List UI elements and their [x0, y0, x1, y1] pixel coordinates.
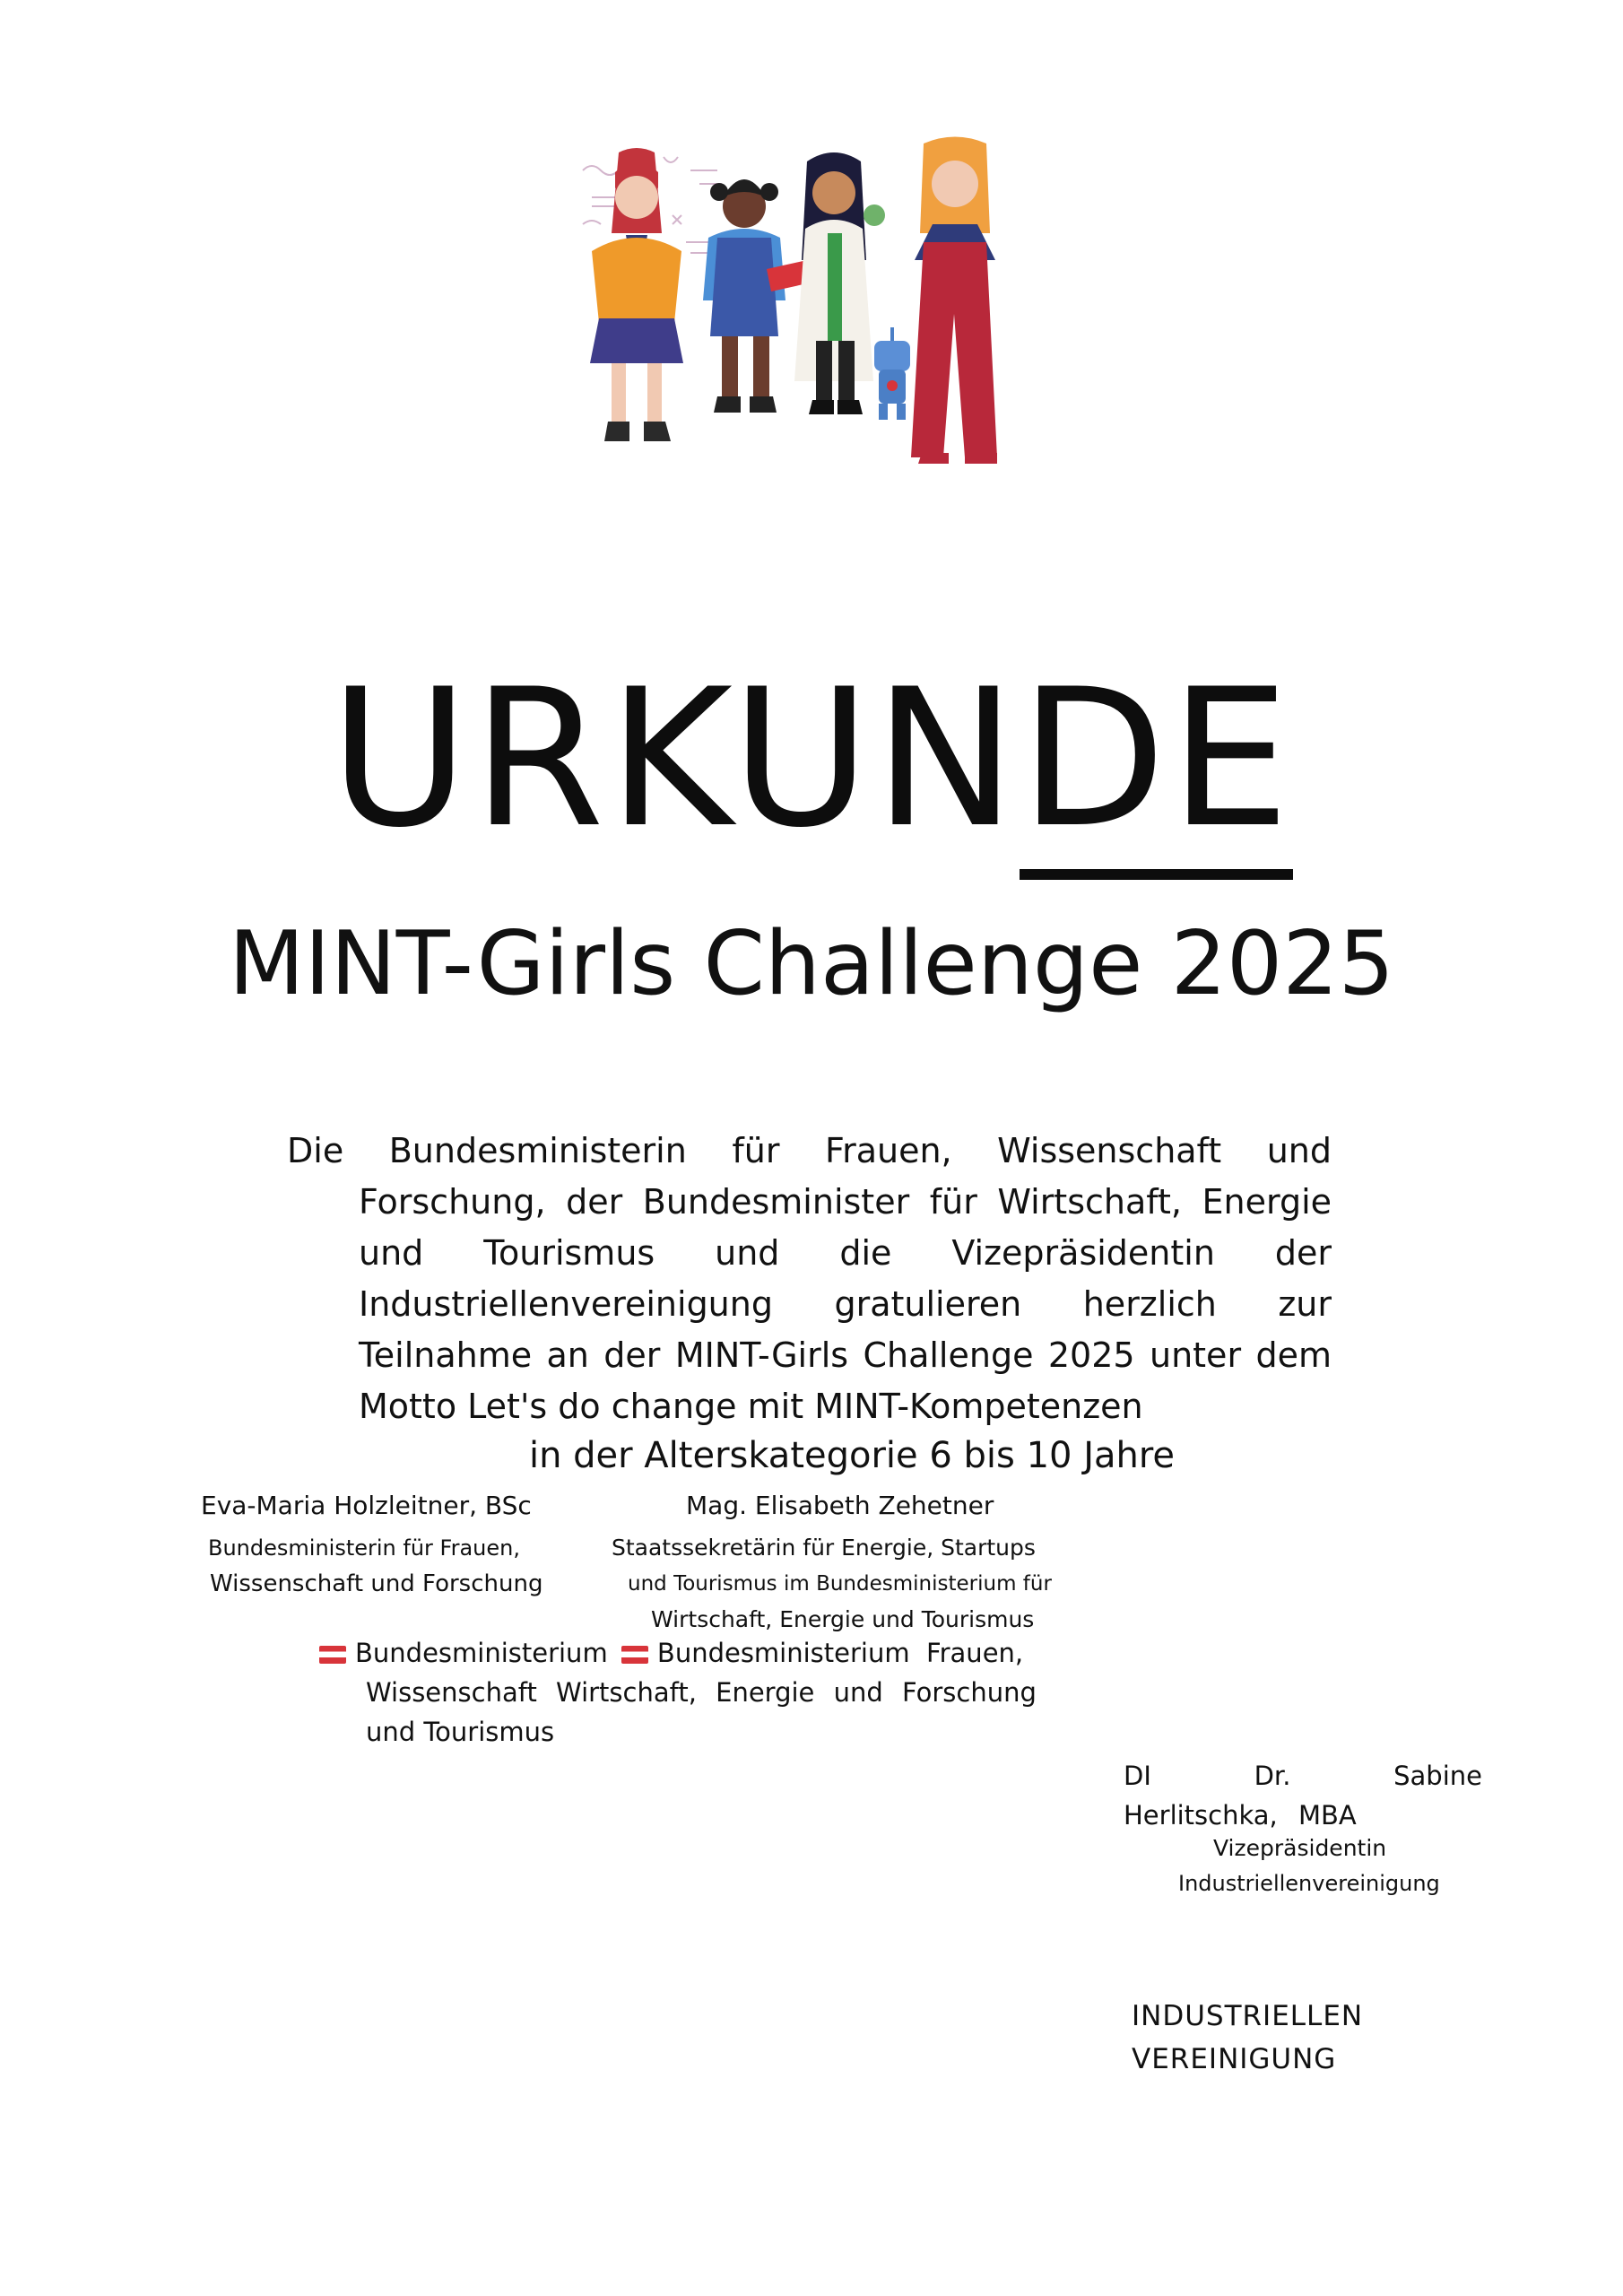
ministry-logos-line2: Wissenschaft Wirtschaft, Energie und Forschung — [366, 1677, 1037, 1708]
signatory-1-role-line2: Wissenschaft und Forschung — [210, 1570, 543, 1597]
ministry-logo-1-text: Bundesministerium — [355, 1638, 608, 1668]
signatory-2-role-line3: Wirtschaft, Energie und Tourismus — [651, 1606, 1035, 1632]
signatory-3-role-line2: Industriellenvereinigung — [1178, 1871, 1440, 1896]
certificate-title — [0, 648, 1623, 869]
austria-flag-icon — [621, 1646, 648, 1664]
robot — [874, 327, 910, 420]
signatory-2-role-line2: und Tourismus im Bundesministerium für — [628, 1572, 1052, 1596]
ministry-logos-line3: und Tourismus — [366, 1717, 555, 1747]
signatory-2-name: Mag. Elisabeth Zehetner — [686, 1491, 994, 1520]
congratulation-text-rest: Forschung, der Bundesminister für Wirtschaft, Energie und Tourismus und die Vizepräsidentin der Industriellenvereinigung gratulieren herzlich zur Teilnahme an der MINT-Girls Challenge 2025 unter dem Motto Let's do change mit MINT-Kompetenzen — [359, 1182, 1332, 1426]
girls-illustration — [565, 135, 1031, 466]
iv-logo-line1: INDUSTRIELLEN — [1132, 2000, 1364, 2032]
industriellenvereinigung-logo — [1132, 1995, 1363, 2081]
girl-red-jumpsuit — [911, 137, 997, 465]
signatory-2-role-line1: Staatssekretärin für Energie, Startups — [612, 1535, 1036, 1561]
signatory-1-name: Eva-Maria Holzleitner, BSc — [201, 1491, 532, 1520]
signatory-3-name: DI Dr. Sabine Herlitschka, MBA — [1124, 1761, 1482, 1831]
title-underlined: DE — [1020, 648, 1293, 880]
austria-flag-icon — [319, 1646, 346, 1664]
girl-orange-sweater — [590, 148, 683, 441]
title-main: URKUN — [329, 648, 1020, 869]
certificate-subtitle: MINT-Girls Challenge 2025 — [229, 913, 1394, 1015]
congratulation-text — [287, 1126, 1332, 1432]
signatory-3-role-line1: Vizepräsidentin — [1213, 1835, 1387, 1861]
ministry-logos-line1 — [319, 1638, 1023, 1668]
iv-logo-line2: VEREINIGUNG — [1132, 2043, 1337, 2075]
girl-lab-coat — [794, 152, 885, 414]
ministry-logo-2-text: Bundesministerium Frauen, — [656, 1638, 1024, 1668]
signatory-1-role-line1: Bundesministerin für Frauen, — [208, 1535, 520, 1561]
age-category: in der Alterskategorie 6 bis 10 Jahre — [528, 1435, 1176, 1476]
congratulation-text-first-line: Die Bundesministerin für Frauen, Wissenschaft und — [287, 1131, 1332, 1170]
